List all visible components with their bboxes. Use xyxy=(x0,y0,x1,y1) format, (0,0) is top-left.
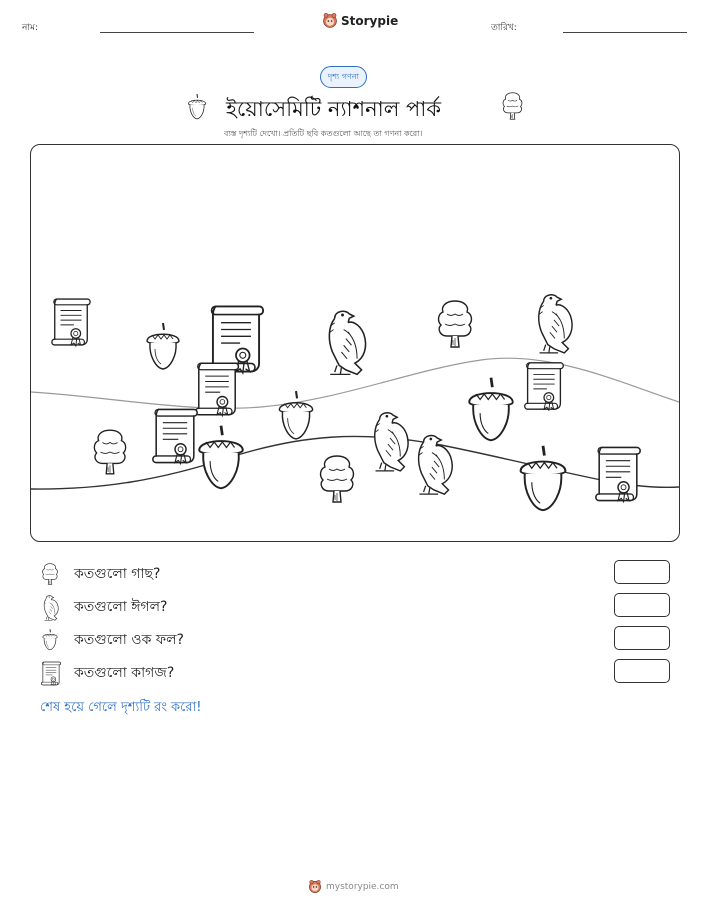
date-line[interactable] xyxy=(563,32,687,33)
scroll-icon xyxy=(40,660,62,687)
eagle-1 xyxy=(329,311,365,374)
mascot-icon xyxy=(308,880,322,894)
date-label: তারিখ: xyxy=(491,23,517,33)
acorn-5 xyxy=(521,446,566,510)
acorn-icon xyxy=(41,628,59,651)
brand-name: Storypie xyxy=(341,14,399,28)
question-list xyxy=(38,560,673,692)
scroll-4 xyxy=(153,409,197,463)
instructions: ব্যস্ত দৃশ্যটি দেখো। প্রতিটি ছবি কতগুলো আছে তা গণনা করো। xyxy=(224,129,423,138)
finish-note: শেষ হয়ে গেলে দৃশ্যটি রং করো! xyxy=(40,700,202,715)
question-scrolls: কতগুলো কাগজ? xyxy=(74,665,175,681)
activity-badge: দৃশ্য গণনা xyxy=(320,66,367,88)
scene-panel xyxy=(30,144,680,542)
answer-box-trees[interactable] xyxy=(614,560,670,584)
question-row-trees xyxy=(38,560,673,593)
tree-icon xyxy=(41,562,59,586)
acorn-4 xyxy=(199,426,243,489)
acorn-icon xyxy=(186,93,208,120)
question-trees: কতগুলো গাছ? xyxy=(74,566,161,582)
footer xyxy=(308,880,399,894)
scroll-6 xyxy=(596,447,640,501)
tree-1 xyxy=(439,301,472,347)
name-label: নাম: xyxy=(22,23,39,33)
eagle-4 xyxy=(418,436,452,495)
footer-url[interactable]: mystorypie.com xyxy=(326,882,399,892)
mascot-icon xyxy=(322,13,338,29)
eagle-2 xyxy=(539,295,573,353)
tree-2 xyxy=(94,430,125,474)
question-eagles: কতগুলো ঈগল? xyxy=(74,599,168,615)
eagle-icon xyxy=(40,594,62,622)
scroll-5 xyxy=(525,363,564,410)
scroll-1 xyxy=(52,299,90,346)
tree-3 xyxy=(321,456,354,502)
question-row-eagles xyxy=(38,593,673,626)
question-row-acorns xyxy=(38,626,673,659)
answer-box-eagles[interactable] xyxy=(614,593,670,617)
brand-logo xyxy=(322,13,398,29)
scroll-3 xyxy=(196,363,239,416)
answer-box-scrolls[interactable] xyxy=(614,659,670,683)
answer-box-acorns[interactable] xyxy=(614,626,670,650)
acorn-3 xyxy=(469,378,513,441)
acorn-2 xyxy=(279,391,312,439)
question-acorns: কতগুলো ওক ফল? xyxy=(74,632,184,648)
tree-icon xyxy=(501,91,524,121)
name-line[interactable] xyxy=(100,32,254,33)
question-row-scrolls xyxy=(38,659,673,692)
eagle-3 xyxy=(375,413,409,471)
acorn-1 xyxy=(147,323,179,369)
page-title: ইয়োসেমিটি ন্যাশনাল পার্ক xyxy=(226,97,442,121)
scene-illustration xyxy=(31,145,679,541)
